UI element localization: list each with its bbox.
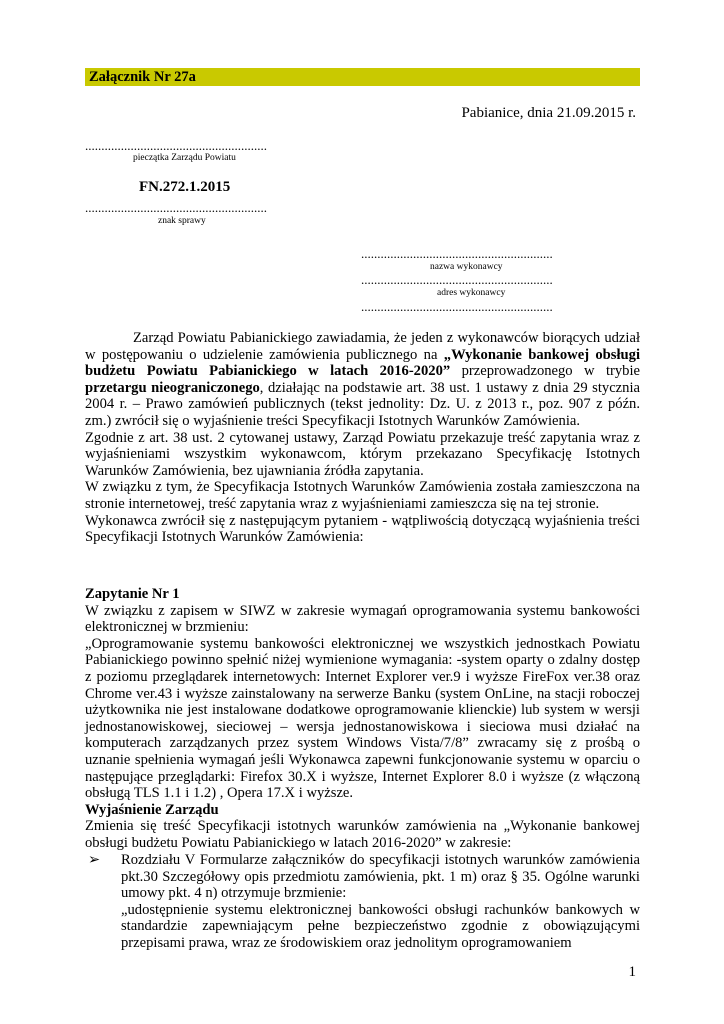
intro-text-legal: , działając na podstawie art. 38 ust. 1 ustawy z dnia 29 stycznia 2004 r. – Prawo zamówień publicznych (tekst jednolity: Dz. U. z 2013 r., poz. 907 z późn. zm.) zwrócił się o wyjaśnienie treści Specyfikacji Istotnych Warunków Zamówienia. xyxy=(85,379,640,429)
question-paragraph-2: „Oprogramowanie systemu bankowości elektronicznej we wszystkich jednostkach Powiatu Pabianickiego powinno spełnić niżej wymienione wymagania: -system oparty o zdalny dostęp z poziomu przeglądarek internetowych: Internet Explorer ver.9 i wyższe FireFox ver.38 oraz Chrome ver.43 i wyższe zainstalowany na serwerze Banku (system OnLine, na stacji roboczej użytkownika nie jest instalowane dodatkowe oprogramowanie klienckie) lub system w wersji jednostanowiskowej, sieciowej – wersja jednostanowiskowa i sieciowa musi działać na komputerach zarządzanych przez system Windows Vista/7/8” zwracamy się z prośbą o uznanie spełnienia wymagań jeśli Wykonawca zapewni funkcjonowanie systemu w oparciu o następujące przeglądarki: Firefox 30.X i wyższe, Internet Explorer 8.0 i wyższe (z włączoną obsługą TLS 1.1 i 1.2) , Opera 17.X i wyższe. xyxy=(85,635,640,802)
intro-text: Zarząd Powiatu Pabianickiego zawiadamia, że jeden z wykonawców biorących udział w postępowaniu o udzielenie zamówienia publicznego na xyxy=(85,330,640,363)
contractor-name-dotted-line: ........................................................... xyxy=(361,246,553,261)
arrow-bullet-icon: ➢ xyxy=(88,852,101,868)
contractor-address-label: adres wykonawcy xyxy=(437,288,506,298)
page-number: 1 xyxy=(628,964,636,980)
answer-bullet xyxy=(85,852,640,952)
answer-bullet-text: Rozdziału V Formularze załączników do specyfikacji istotnych warunków zamówienia pkt.30 Szczegółowy opis przedmiotu zamówienia, pkt. 1 m) oraz § 35. Ogólne warunki umowy pkt. 4 n) otrzymuje brzmienie: xyxy=(121,852,640,902)
intro-paragraph-2: Zgodnie z art. 38 ust. 2 cytowanej ustawy, Zarząd Powiatu przekazuje treść zapytania wraz z wyjaśnieniami wszystkim wykonawcom, którym przekazano Specyfikację Istotnych Warunków Zamówienia, bez ujawniania źródła zapytania. xyxy=(85,429,640,479)
case-number: FN.272.1.2015 xyxy=(139,179,231,195)
tender-title: „Wykonanie bankowej obsługi budżetu Powiatu Pabianickiego w latach 2016-2020” xyxy=(85,346,640,380)
intro-paragraph-3: W związku z tym, że Specyfikacja Istotnych Warunków Zamówienia została zamieszczona na stronie internetowej, treść zapytania wraz z wyjaśnieniami zamieszcza się na tej stronie. xyxy=(85,479,640,512)
date-line: Pabianice, dnia 21.09.2015 r. xyxy=(461,105,636,121)
intro-text-mode: przeprowadzonego w trybie xyxy=(450,363,641,380)
attachment-title: Załącznik Nr 27a xyxy=(89,69,196,85)
stamp-label: pieczątka Zarządu Powiatu xyxy=(133,153,236,163)
attachment-header-band xyxy=(85,68,640,86)
intro-section xyxy=(85,330,640,546)
contractor-extra-dotted-line: ........................................................... xyxy=(361,299,553,314)
tender-mode: przetargu nieograniczonego xyxy=(85,379,260,396)
intro-paragraph-4: Wykonawca zwrócił się z następującym pytaniem - wątpliwością dotyczącą wyjaśnienia treści Specyfikacji Istotnych Warunków Zamówienia: xyxy=(85,512,640,546)
stamp-dotted-line: ........................................................ xyxy=(85,138,267,153)
question-paragraph-1: W związku z zapisem w SIWZ w zakresie wymagań oprogramowania systemu bankowości elektronicznej w brzmieniu: xyxy=(85,602,640,636)
question-heading: Zapytanie Nr 1 xyxy=(85,586,180,602)
answer-paragraph-1: Zmienia się treść Specyfikacji istotnych warunków zamówienia na „Wykonanie bankowej obsługi budżetu Powiatu Pabianickiego w latach 2016-2020” w zakresie: xyxy=(85,818,640,851)
intro-paragraph-1 xyxy=(85,330,640,430)
contractor-address-dotted-line: ........................................................... xyxy=(361,272,553,287)
case-label: znak sprawy xyxy=(158,216,206,226)
contractor-name-label: nazwa wykonawcy xyxy=(430,262,503,272)
answer-bullet-quote: „udostępnienie systemu elektronicznej bankowości obsługi rachunków bankowych w standardzie zapewniającym pełne bezpieczeństwo zgodnie z obowiązującymi przepisami prawa, wraz ze środowiskiem oraz jednolitym oprogramowaniem xyxy=(121,901,640,951)
answer-heading: Wyjaśnienie Zarządu xyxy=(85,801,219,818)
question-section xyxy=(85,586,640,852)
case-dotted-line: ........................................................ xyxy=(85,200,267,215)
